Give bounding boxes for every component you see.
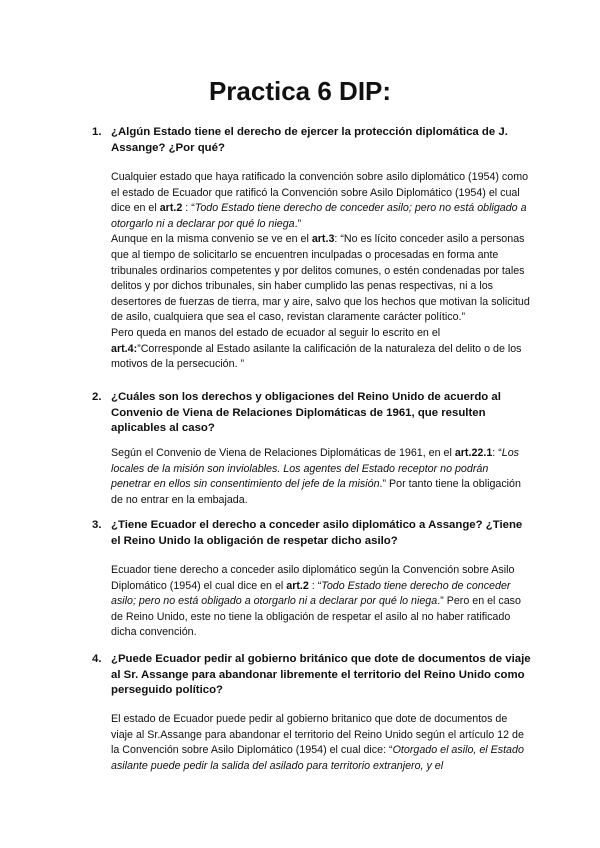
answer-paragraph: Cualquier estado que haya ratificado la convención sobre asilo diplomático (1954) como el estado de Ecuador que ratificó la Convención sobre Asilo Diplomático (1954) el cual dice en el art.2 : “Todo Estado tiene derecho de conceder asilo; pero no está obligado a otorgarlo ni a declarar por qué lo niega.” xyxy=(111,171,529,230)
answer-1 xyxy=(111,170,531,373)
question-3 xyxy=(92,518,532,549)
question-number: 3. xyxy=(92,519,102,531)
question-1 xyxy=(92,125,532,156)
answer-paragraph: El estado de Ecuador puede pedir al gobierno britanico que dote de documentos de viaje al Sr.Assange para abandonar el territorio del Reino Unido según el artículo 12 de la Convención sobre Asilo Diplomático (1954) el cual dice: “Otorgado el asilo, el Estado asilante puede pedir la salida del asilado para territorio extranjero, y el xyxy=(111,713,524,772)
question-number: 2. xyxy=(92,391,102,403)
quote-text: Todo Estado tiene derecho de conceder asilo; pero no está obligado a otorgarlo ni a declarar por qué lo niega xyxy=(111,202,527,230)
article-ref: art.2 xyxy=(159,202,183,215)
quote-text: Los locales de la misión son inviolables. Los agentes del Estado receptor no podrán penetrar en ellos sin consentimiento del jefe de la misión xyxy=(111,447,519,491)
answer-4 xyxy=(111,712,531,774)
answer-paragraph: Ecuador tiene derecho a conceder asilo diplomático según la Convención sobre Asilo Diplomático (1954) el cual dice en el art.2 : “Todo Estado tiene derecho de conceder asilo; pero no está obligado a otorgarlo ni a declarar por qué lo niega.” Pero en el caso de Reino Unido, este no tiene la obligación de respetar el asilo al no haber ratificado dicha convención. xyxy=(111,564,521,639)
page-title: Practica 6 DIP: xyxy=(208,76,392,106)
question-number: 1. xyxy=(92,126,102,138)
question-4 xyxy=(92,652,532,699)
question-text: ¿Tiene Ecuador el derecho a conceder asilo diplomático a Assange? ¿Tiene el Reino Unido la obligación de respetar dicho asilo? xyxy=(111,519,523,547)
article-ref: art.2 xyxy=(286,579,309,592)
question-text: ¿Puede Ecuador pedir al gobierno británico que dote de documentos de viaje al Sr. Assange para abandonar libremente el territorio del Reino Unido como perseguido político? xyxy=(111,653,531,697)
quote-text: Todo Estado tiene derecho de conceder asilo; pero no está obligado a otorgarlo ni a declarar por qué lo niega xyxy=(111,579,511,608)
quote-text: Otorgado el asilo, el Estado asilante puede pedir la salida del asilado para territorio extranjero, y el xyxy=(111,744,524,772)
question-number: 4. xyxy=(92,653,102,665)
question-2 xyxy=(92,390,532,437)
answer-paragraph: Aunque en la misma convenio se ve en el art.3: “No es lícito conceder asilo a personas que al tiempo de solicitarlo se encuentren inculpadas o procesadas en forma ante tribunales ordinarios competentes y por delitos comunes, o estén condenadas por tales delitos y por dichos tribunales, sin haber cumplido las penas respectivas, ni a los desertores de fuerzas de tierra, mar y aire, salvo que los hechos que motivan la solicitud de asilo, cualquiera que sea el caso, revistan claramente carácter político.” xyxy=(111,233,530,324)
article-ref: art.22.1 xyxy=(454,447,493,459)
article-ref: art.4: xyxy=(111,342,138,355)
article-ref: art.3 xyxy=(311,233,335,246)
answer-paragraph: Según el Convenio de Viena de Relaciones Diplomáticas de 1961, en el art.22.1: “Los locales de la misión son inviolables. Los agentes del Estado receptor no podrán penetrar en ellos sin consentimiento del jefe de la misión.” Por tanto tiene la obligación de no entrar en la embajada. xyxy=(111,447,521,506)
answer-paragraph: Pero queda en manos del estado de ecuador al seguir lo escrito en el art.4:”Corresponde al Estado asilante la calificación de la naturaleza del delito o de los motivos de la persecución. ” xyxy=(111,326,522,371)
question-text: ¿Algún Estado tiene el derecho de ejercer la protección diplomática de J. Assange? ¿Por qué? xyxy=(111,126,508,154)
question-text: ¿Cuáles son los derechos y obligaciones del Reino Unido de acuerdo al Convenio de Viena de Relaciones Diplomáticas de 1961, que resulten aplicables al caso? xyxy=(111,391,501,435)
answer-3 xyxy=(111,563,531,641)
answer-2 xyxy=(111,446,531,508)
